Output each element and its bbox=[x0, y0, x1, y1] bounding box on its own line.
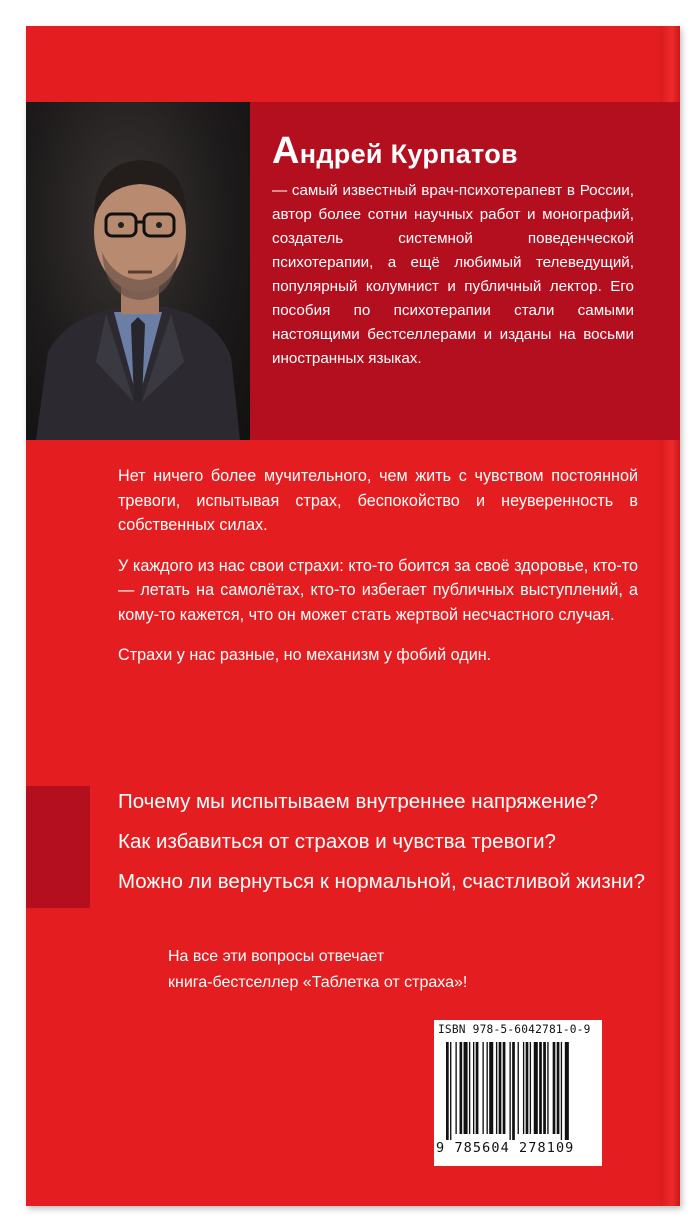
author-block bbox=[272, 130, 634, 371]
author-name-rest: ндрей Курпатов bbox=[299, 139, 518, 169]
author-name bbox=[272, 130, 634, 173]
barcode-number: 9 785604 278109 bbox=[436, 1140, 575, 1156]
description bbox=[118, 464, 638, 684]
answer-text bbox=[168, 944, 628, 996]
question-item: Можно ли вернуться к нормальной, счастливой жизни? bbox=[118, 870, 646, 893]
isbn-barcode-box bbox=[434, 1020, 602, 1166]
book-back-cover bbox=[26, 26, 680, 1206]
description-paragraph: Страхи у нас разные, но механизм у фобий один. bbox=[118, 646, 492, 664]
description-paragraph: Нет ничего более мучительного, чем жить с чувством постоянной тревоги, испытывая страх, беспокойство и неуверенность в собственных силах. bbox=[118, 467, 638, 534]
author-name-initial: А bbox=[272, 130, 300, 172]
questions-list bbox=[118, 788, 658, 908]
questions-marker bbox=[26, 786, 90, 908]
author-band bbox=[26, 102, 680, 440]
author-bio: — самый известный врач-психотерапевт в России, автор более сотни научных работ и монографий, создатель системной поведенческой психотерапии, а ещё любимый телеведущий, популярный колумнист и публичный лектор. Его пособия по психотерапии стали самыми настоящими бестселлерами и изданы на восьми иностранных языках. bbox=[272, 182, 634, 367]
author-portrait bbox=[26, 102, 250, 440]
description-paragraph: У каждого из нас свои страхи: кто-то боится за своё здоровье, кто-то — летать на самолётах, кто-то избегает публичных выступлений, а кому-то кажется, что он может стать жертвой несчастного случая. bbox=[118, 556, 638, 624]
author-photo bbox=[26, 102, 250, 440]
isbn-label: ISBN 978-5-6042781-0-9 bbox=[438, 1023, 591, 1036]
answer-line: книга-бестселлер «Таблетка от страха»! bbox=[168, 974, 468, 991]
barcode-icon bbox=[446, 1042, 596, 1140]
answer-line: На все эти вопросы отвечает bbox=[168, 948, 385, 965]
question-item: Почему мы испытываем внутреннее напряжение? bbox=[118, 790, 599, 813]
question-item: Как избавиться от страхов и чувства тревоги? bbox=[118, 830, 556, 853]
